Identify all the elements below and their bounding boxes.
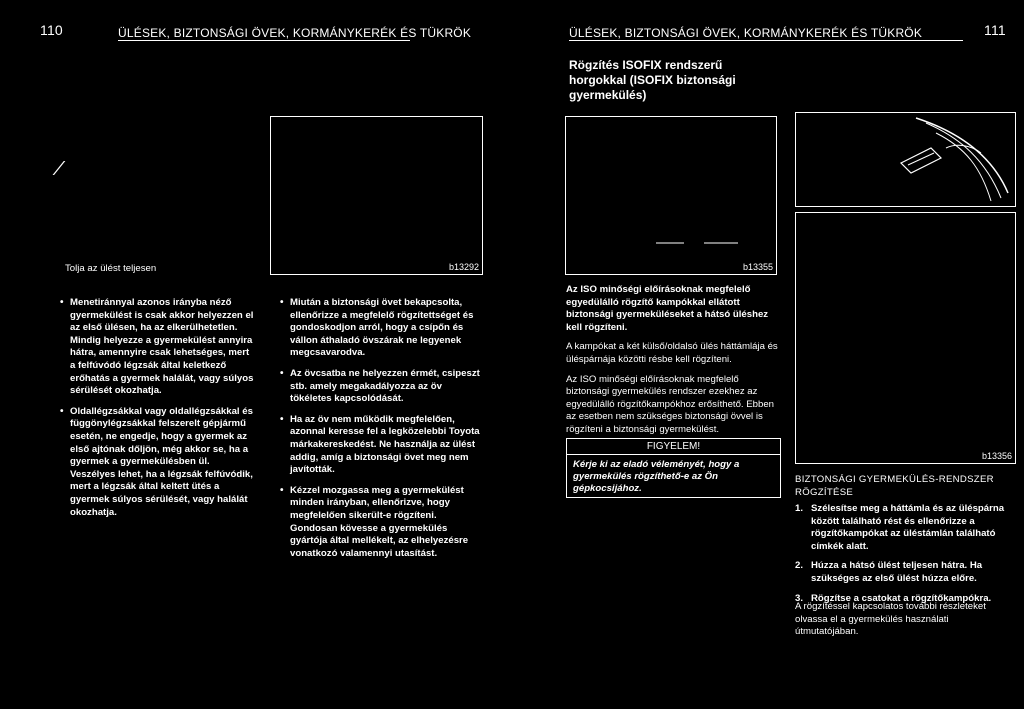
bullet-item: • Kézzel mozgassa meg a gyermekülést minden irányban, ellenőrizve, hogy megfelelően sikerült-e rögzíteni. Gondosan kövesse a gyermekülés gyártója által mellékelt, az elhelyezésre vonatkozó valamennyi utasítást. xyxy=(280,485,480,561)
figure-isofix-hook xyxy=(795,112,1016,207)
bullet-item: • Menetiránnyal azonos irányba néző gyermekülést is csak akkor helyezzen el az első ülésen, ha az elkerülhetetlen. Mindig helyezze a gyermekülést annyira hátra, amennyire csak lehetséges, mert a felfúvódó légzsák által keletkező erőhatás a gyermek halálát, vagy súlyos sérülését okozhatja. xyxy=(60,297,257,398)
right-header-rule xyxy=(569,40,963,41)
step-item: 1. Szélesítse meg a háttámla és az üléspárna között található rést és ellenőrizze a rögzítőkampókat az üléstámlán található címkék alatt. xyxy=(795,503,1005,552)
installation-steps xyxy=(795,503,1013,612)
step-item: 3. Rögzítse a csatokat a rögzítőkampókra. xyxy=(795,592,992,604)
paragraph: Az ISO minőségi előírásoknak megfelelő egyedülálló rögzítő kampókkal ellátott biztonsági gyermeküléseket a hátsó üléshez kell rögzíteni. xyxy=(566,284,769,333)
paragraph: A kampókat a két külső/oldalsó ülés háttámlája és üléspárnája közötti résbe kell rögzíteni. xyxy=(566,341,778,365)
mid-bullet-list xyxy=(280,297,480,568)
figure-caption: Tolja az ülést teljesen xyxy=(65,263,157,274)
left-bullet-list xyxy=(60,297,257,527)
isofix-hook-icon xyxy=(796,113,1015,206)
paragraph: Az ISO minőségi előírásoknak megfelelő biztonsági gyermekülés rendszer ezekhez az egyedülálló rögzítőkampókhoz erősíthető. Ebben az esetben nem szükséges biztonsági övvel is rögzíteni a biztonsági gyermekülést. xyxy=(566,373,774,435)
bullet-item: • Oldallégzsákkal vagy oldallégzsákkal és függönylégzsákkal felszerelt gépjármű esetén, ne engedje, hogy a gyermek az első ajtónak dőljön, még akkor se, ha a gyermek a gyermekülésben ül. Veszélyes lehet, ha a légzsák felfúvódik, mert a légzsák által keltett ütés a gyermek súlyos sérülését, vagy halálát okozhatja. xyxy=(60,406,257,519)
seat-gap-sketch xyxy=(566,117,776,257)
installation-subheading: BIZTONSÁGI GYERMEKÜLÉS-RENDSZER RÖGZÍTÉSE xyxy=(795,474,994,498)
figure-b13356 xyxy=(795,212,1016,464)
section-title: Rögzítés ISOFIX rendszerű horgokkal (ISOFIX biztonsági gyermekülés) xyxy=(569,58,736,102)
left-page-header: ÜLÉSEK, BIZTONSÁGI ÖVEK, KORMÁNYKERÉK ÉS TÜKRÖK xyxy=(118,26,472,40)
right-page-header: ÜLÉSEK, BIZTONSÁGI ÖVEK, KORMÁNYKERÉK ÉS TÜKRÖK xyxy=(569,26,923,40)
figure-code: b13356 xyxy=(981,451,1012,461)
figure-b13355 xyxy=(565,116,777,275)
warning-box xyxy=(566,438,781,498)
edge-marks: ⁄ xyxy=(58,158,62,180)
bullet-item: • Miután a biztonsági övet bekapcsolta, ellenőrizze a megfelelő rögzítettséget és gondoskodjon arról, hogy a csípőn és vállon áthaladó övszárak ne legyenek megcsavarodva. xyxy=(280,297,480,360)
bullet-item: • Ha az öv nem működik megfelelően, azonnal keresse fel a legközelebbi Toyota márkakereskedést. Ne használja az ülést addig, amíg a biztonsági övet meg nem javították. xyxy=(280,414,480,477)
left-header-rule xyxy=(118,40,410,41)
warning-title: FIGYELEM! xyxy=(567,439,780,455)
step-item: 2. Húzza a hátsó ülést teljesen hátra. Ha szükséges az első ülést húzza előre. xyxy=(795,560,983,584)
figure-b13292 xyxy=(270,116,483,275)
right-page-number: 111 xyxy=(984,22,1006,38)
figure-code: b13355 xyxy=(742,262,773,272)
closing-note: A rögzítéssel kapcsolatos további részleteket olvassa el a gyermekülés használati útmutatójában. xyxy=(795,601,986,638)
warning-text: Kérje ki az eladó véleményét, hogy a gyermekülés rögzíthető-e az Ön gépkocsijához. xyxy=(573,459,740,494)
isofix-description xyxy=(566,284,782,444)
figure-code: b13292 xyxy=(448,262,479,272)
left-page-number: 110 xyxy=(40,22,63,38)
bullet-item: • Az övcsatba ne helyezzen érmét, csipeszt stb. amely megakadályozza az öv tökéletes kapcsolódását. xyxy=(280,368,480,406)
